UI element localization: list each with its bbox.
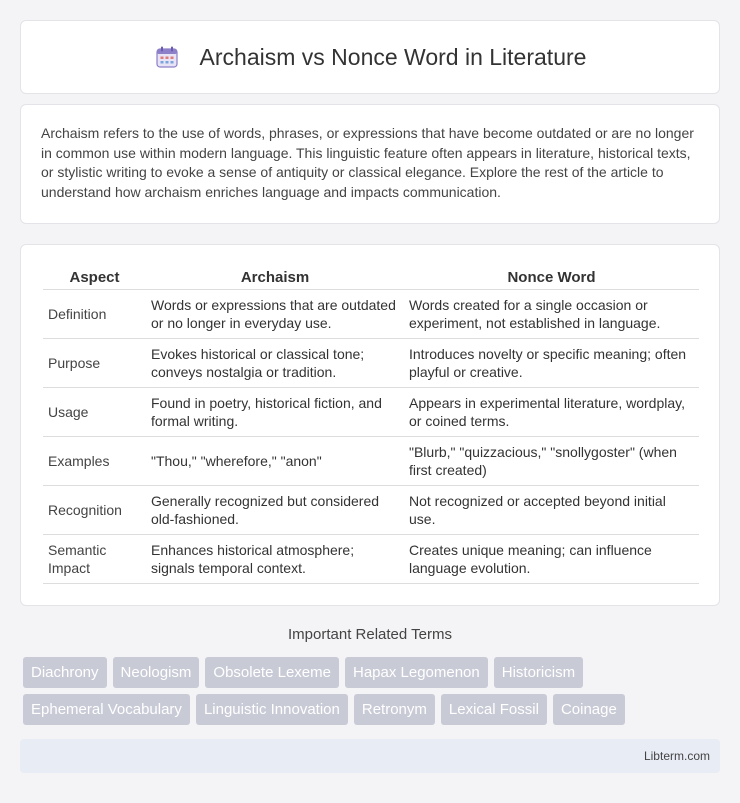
header-nonce-word: Nonce Word <box>404 265 699 290</box>
archaism-cell: Generally recognized but considered old-fashioned. <box>146 486 404 535</box>
table-header-row <box>43 265 699 290</box>
archaism-cell: Words or expressions that are outdated or no longer in everyday use. <box>146 290 404 339</box>
aspect-cell: Usage <box>43 388 146 437</box>
calendar-icon <box>154 44 180 70</box>
archaism-cell: Found in poetry, historical fiction, and formal writing. <box>146 388 404 437</box>
tag-obsolete-lexeme[interactable]: Obsolete Lexeme <box>205 657 339 688</box>
archaism-cell: "Thou," "wherefore," "anon" <box>146 437 404 486</box>
header-aspect: Aspect <box>43 265 146 290</box>
nonce-cell: Introduces novelty or specific meaning; often playful or creative. <box>404 339 699 388</box>
aspect-cell: Examples <box>43 437 146 486</box>
footer-site-link[interactable]: Libterm.com <box>643 749 710 763</box>
tag-ephemeral-vocabulary[interactable]: Ephemeral Vocabulary <box>23 694 190 725</box>
comparison-table <box>43 265 699 584</box>
page-title: Archaism vs Nonce Word in Literature <box>199 43 587 70</box>
table-row <box>43 290 699 339</box>
tag-hapax-legomenon[interactable]: Hapax Legomenon <box>345 657 488 688</box>
related-terms <box>23 657 723 731</box>
intro-card <box>20 104 720 224</box>
intro-text: Archaism refers to the use of words, phrases, or expressions that have become outdated or are no longer in common use within modern language. This linguistic feature often appears in literature, historical texts, or stylistic writing to evoke a sense of antiquity or classical elegance. Explore the rest of the article to understand how archaism enriches language and impacts communication. <box>41 125 694 200</box>
aspect-cell: Purpose <box>43 339 146 388</box>
aspect-cell: Semantic Impact <box>43 535 146 584</box>
nonce-cell: "Blurb," "quizzacious," "snollygoster" (when first created) <box>404 437 699 486</box>
page-title-wrap <box>154 44 587 71</box>
archaism-cell: Enhances historical atmosphere; signals temporal context. <box>146 535 404 584</box>
nonce-cell: Words created for a single occasion or experiment, not established in language. <box>404 290 699 339</box>
aspect-cell: Recognition <box>43 486 146 535</box>
tag-diachrony[interactable]: Diachrony <box>23 657 107 688</box>
tag-historicism[interactable]: Historicism <box>494 657 583 688</box>
nonce-cell: Creates unique meaning; can influence language evolution. <box>404 535 699 584</box>
table-row <box>43 339 699 388</box>
table-row <box>43 388 699 437</box>
related-terms-title: Important Related Terms <box>288 626 452 643</box>
tag-row <box>23 694 723 726</box>
table-row <box>43 437 699 486</box>
nonce-cell: Appears in experimental literature, wordplay, or coined terms. <box>404 388 699 437</box>
footer <box>20 739 720 773</box>
archaism-cell: Evokes historical or classical tone; conveys nostalgia or tradition. <box>146 339 404 388</box>
table-row <box>43 535 699 584</box>
title-card <box>20 20 720 94</box>
table-row <box>43 486 699 535</box>
tag-row <box>23 657 723 689</box>
nonce-cell: Not recognized or accepted beyond initial use. <box>404 486 699 535</box>
tag-retronym[interactable]: Retronym <box>354 694 435 725</box>
table-card <box>20 244 720 606</box>
tag-linguistic-innovation[interactable]: Linguistic Innovation <box>196 694 348 725</box>
header-archaism: Archaism <box>146 265 404 290</box>
tag-lexical-fossil[interactable]: Lexical Fossil <box>441 694 547 725</box>
tag-neologism[interactable]: Neologism <box>113 657 200 688</box>
aspect-cell: Definition <box>43 290 146 339</box>
tag-coinage[interactable]: Coinage <box>553 694 625 725</box>
